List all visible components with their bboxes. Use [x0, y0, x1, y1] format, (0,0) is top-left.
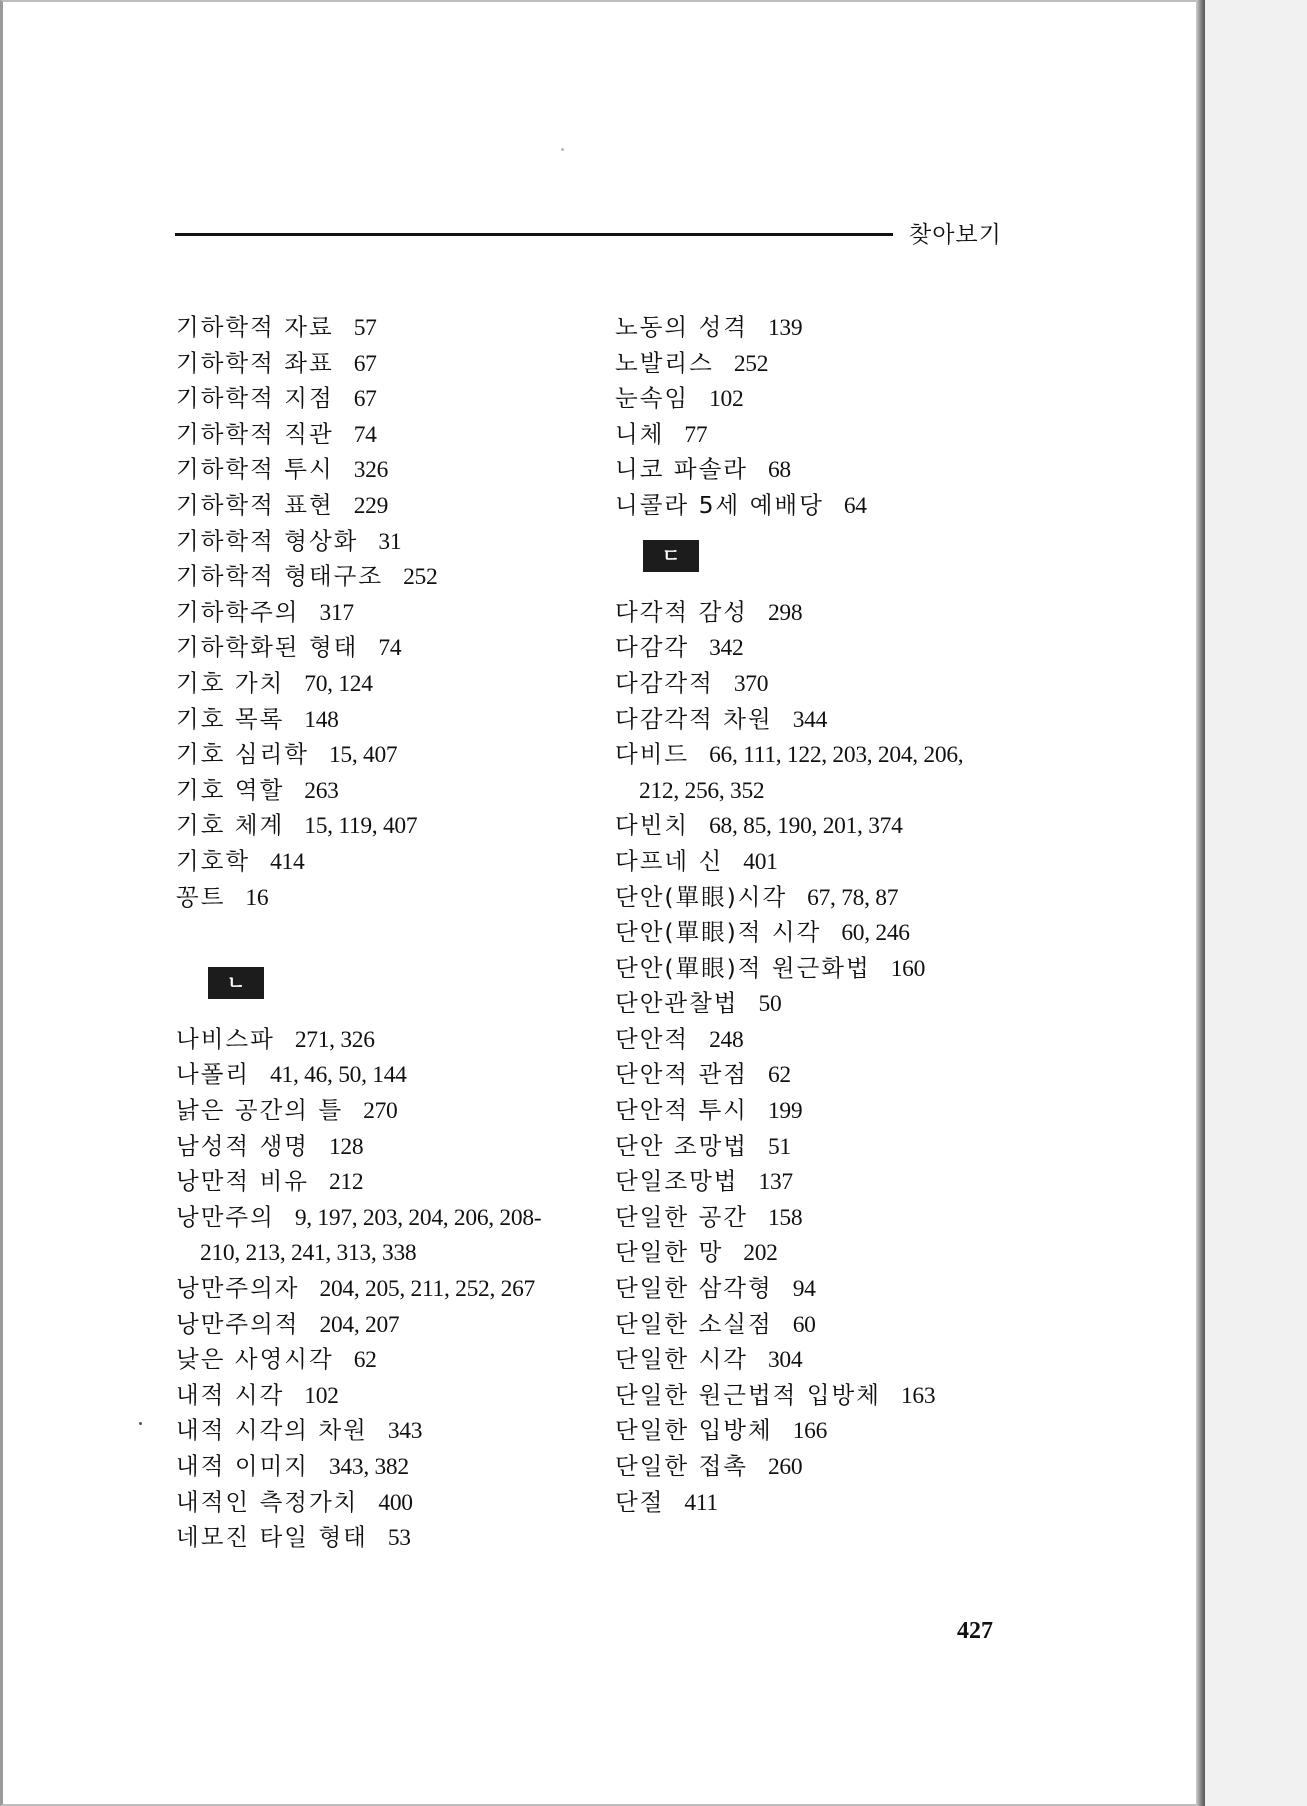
index-term: 낮은 사영시각 [176, 1345, 334, 1374]
index-entry [615, 1271, 1035, 1307]
index-column-right [615, 310, 1035, 1520]
index-term: 내적 시각 [176, 1380, 285, 1409]
header-rule [175, 233, 893, 236]
index-term: 낭만주의적 [176, 1309, 300, 1338]
index-entry [615, 1485, 1035, 1521]
index-entry [615, 702, 1035, 738]
index-page-refs: 342 [709, 635, 744, 662]
index-entry [176, 880, 596, 916]
index-term: 다감각 [615, 633, 690, 662]
index-page-refs: 53 [387, 1525, 411, 1552]
index-term: 눈속임 [615, 384, 690, 413]
index-entry [176, 1200, 596, 1236]
index-entry [615, 1235, 1035, 1271]
index-term: 기하학적 형태구조 [176, 562, 384, 591]
index-page-refs: 64 [843, 492, 867, 519]
index-page-refs: 158 [767, 1204, 803, 1231]
index-entry [176, 524, 596, 560]
index-page-refs: 248 [709, 1026, 744, 1053]
index-term: 네모진 타일 형태 [176, 1523, 368, 1552]
index-entry [176, 488, 596, 524]
index-page-refs: 51 [767, 1133, 791, 1160]
index-entry [615, 1413, 1035, 1449]
index-term: 기하학적 자료 [176, 313, 334, 341]
index-entry [615, 488, 1035, 524]
index-term: 다감각적 [615, 668, 714, 697]
index-page-refs: 298 [767, 599, 803, 626]
index-entry [176, 773, 596, 809]
index-page-refs: 343, 382 [328, 1454, 409, 1480]
index-page-refs: 57 [353, 315, 377, 341]
index-page-refs: 74 [378, 635, 402, 662]
index-page-refs: 74 [353, 421, 377, 448]
index-entry [615, 1022, 1035, 1058]
index-page-refs: 60, 246 [841, 920, 910, 947]
index-term: 기하학화된 형태 [176, 633, 359, 662]
index-entry [615, 1378, 1035, 1414]
index-term: 기하학적 표현 [176, 490, 334, 519]
index-page-refs: 128 [328, 1133, 364, 1160]
index-page-refs: 317 [319, 599, 354, 626]
index-term: 기하학적 투시 [176, 455, 334, 484]
index-term: 노동의 성격 [615, 313, 748, 341]
index-term: 단일조망법 [615, 1167, 739, 1196]
index-term: 남성적 생명 [176, 1131, 309, 1160]
index-entry [615, 595, 1035, 631]
index-term: 기호 역할 [176, 775, 285, 804]
index-term: 니코 파솔라 [615, 455, 748, 484]
index-entry [615, 666, 1035, 702]
index-entry [615, 880, 1035, 916]
index-term: 단일한 시각 [615, 1345, 748, 1374]
page-number: 427 [957, 1618, 993, 1644]
index-page-refs: 62 [353, 1347, 377, 1374]
index-term: 단안(單眼)적 원근화법 [615, 953, 871, 982]
index-entry [176, 1129, 596, 1165]
index-page-refs: 31 [378, 528, 402, 555]
index-term: 나폴리 [176, 1060, 251, 1089]
index-entry [615, 1342, 1035, 1378]
index-term: 다프네 신 [615, 846, 724, 875]
index-page-refs: 252 [733, 350, 769, 377]
index-page-refs: 199 [767, 1098, 803, 1125]
index-term: 낭만적 비유 [176, 1167, 309, 1196]
index-entry [615, 346, 1035, 382]
index-entry [176, 666, 596, 702]
index-term: 단일한 망 [615, 1238, 724, 1267]
index-entry [176, 381, 596, 417]
index-entry [615, 1307, 1035, 1343]
index-entry [176, 737, 596, 773]
index-term: 꽁트 [176, 882, 226, 911]
index-page-refs: 137 [758, 1169, 793, 1196]
index-page-refs: 370 [733, 670, 769, 697]
index-page-refs: 70, 124 [304, 670, 373, 697]
index-page-refs: 9, 197, 203, 204, 206, 208- [294, 1204, 542, 1231]
index-page-refs: 270 [363, 1098, 398, 1125]
index-term: 단일한 원근법적 입방체 [615, 1380, 881, 1409]
index-term: 기하학주의 [176, 597, 300, 626]
index-page-refs: 15, 119, 407 [304, 813, 418, 840]
index-page-refs: 62 [767, 1062, 791, 1089]
index-page-refs: 163 [900, 1382, 936, 1409]
section-spacer [176, 915, 596, 951]
index-term: 다비드 [615, 740, 690, 769]
index-entry [615, 630, 1035, 666]
index-term: 기호 체계 [176, 811, 285, 840]
index-term: 기호 가치 [176, 668, 285, 697]
index-term: 단절 [615, 1487, 665, 1516]
index-page-refs: 212, 256, 352 [639, 777, 765, 804]
index-term: 니콜라 5세 예배당 [615, 490, 824, 519]
index-entry [176, 1413, 596, 1449]
page-spine-shadow [1196, 0, 1205, 1806]
index-term: 기호학 [176, 846, 251, 875]
index-entry [176, 1164, 596, 1200]
index-term: 단안(單眼)시각 [615, 882, 788, 911]
index-page-refs: 326 [353, 457, 389, 484]
index-entry [176, 346, 596, 382]
index-entry [615, 452, 1035, 488]
index-page-refs: 67 [353, 386, 377, 413]
index-page-refs: 68 [767, 457, 791, 484]
index-page-refs: 252 [403, 564, 438, 591]
index-entry [176, 844, 596, 880]
index-entry [176, 702, 596, 738]
index-page-refs: 102 [304, 1382, 339, 1409]
index-page-refs: 401 [743, 848, 778, 875]
index-entry [615, 1129, 1035, 1165]
index-page-refs: 204, 205, 211, 252, 267 [319, 1276, 535, 1303]
index-entry [176, 1022, 596, 1058]
index-entry [176, 1307, 596, 1343]
index-entry [176, 808, 596, 844]
index-term: 나비스파 [176, 1024, 275, 1053]
index-page-refs: 229 [353, 492, 389, 519]
index-page-refs: 16 [245, 884, 269, 911]
index-term: 기하학적 형상화 [176, 526, 359, 555]
index-entry [615, 1200, 1035, 1236]
index-page-refs: 344 [792, 706, 828, 733]
index-entry [615, 737, 1035, 773]
index-entry [615, 1449, 1035, 1485]
index-term: 단안적 [615, 1024, 690, 1053]
index-page-refs: 400 [378, 1489, 413, 1516]
index-entry [615, 1057, 1035, 1093]
index-entry [176, 1057, 596, 1093]
index-entry [176, 1342, 596, 1378]
index-page-refs: 139 [767, 315, 803, 341]
index-page-refs: 41, 46, 50, 144 [270, 1062, 407, 1089]
index-page-refs: 102 [709, 386, 744, 413]
index-page-refs: 66, 111, 122, 203, 204, 206, [709, 742, 964, 769]
index-entry [176, 417, 596, 453]
index-term: 내적인 측정가치 [176, 1487, 359, 1516]
index-term: 단일한 입방체 [615, 1416, 773, 1445]
index-term: 단안 조망법 [615, 1131, 748, 1160]
index-entry [176, 1378, 596, 1414]
index-term: 다빈치 [615, 811, 690, 840]
index-entry [176, 310, 596, 346]
index-entry [176, 1093, 596, 1129]
index-term: 다감각적 차원 [615, 704, 773, 733]
index-entry [176, 1449, 596, 1485]
index-term: 단일한 공간 [615, 1202, 748, 1231]
index-entry [615, 915, 1035, 951]
index-entry [615, 1093, 1035, 1129]
running-header: 찾아보기 [909, 222, 1002, 248]
index-page-refs: 77 [684, 421, 708, 448]
section-heading [176, 951, 596, 1022]
index-term: 단일한 소실점 [615, 1309, 773, 1338]
index-page-refs: 60 [792, 1311, 816, 1338]
index-entry [176, 452, 596, 488]
index-term: 기호 심리학 [176, 740, 309, 769]
index-page-refs: 411 [684, 1489, 718, 1516]
index-page-refs: 343 [387, 1418, 423, 1445]
index-page-refs: 212 [328, 1169, 364, 1196]
index-term: 노발리스 [615, 348, 714, 377]
index-entry [615, 310, 1035, 346]
index-entry [176, 1520, 596, 1556]
index-page-refs: 160 [890, 955, 926, 982]
index-entry [176, 1485, 596, 1521]
index-page-refs: 204, 207 [319, 1311, 400, 1338]
index-term: 다각적 감성 [615, 597, 748, 626]
index-entry [615, 1164, 1035, 1200]
index-column-left [176, 310, 596, 1556]
index-term: 단안(單眼)적 시각 [615, 918, 822, 947]
index-page-refs: 67 [353, 350, 377, 377]
index-page-refs: 68, 85, 190, 201, 374 [709, 813, 903, 840]
index-page-refs: 414 [270, 848, 305, 875]
index-term: 낭만주의자 [176, 1274, 300, 1303]
index-entry [615, 951, 1035, 987]
section-letter-mark: ㄴ [208, 967, 264, 999]
index-term: 기하학적 직관 [176, 419, 334, 448]
index-term: 단일한 삼각형 [615, 1274, 773, 1303]
index-page-refs: 210, 213, 241, 313, 338 [200, 1240, 417, 1267]
index-entry-continuation [176, 1235, 596, 1271]
index-page-refs: 67, 78, 87 [807, 884, 899, 911]
speck [561, 148, 564, 151]
index-entry [176, 559, 596, 595]
index-entry [615, 808, 1035, 844]
speck [139, 1422, 142, 1425]
index-term: 낡은 공간의 틀 [176, 1096, 344, 1125]
index-term: 기하학적 지점 [176, 384, 334, 413]
index-term: 단안적 투시 [615, 1096, 748, 1125]
index-entry [176, 1271, 596, 1307]
index-term: 내적 이미지 [176, 1452, 309, 1480]
index-page-refs: 50 [758, 991, 782, 1018]
index-term: 단안적 관점 [615, 1060, 748, 1089]
index-term: 기호 목록 [176, 704, 285, 733]
index-page-refs: 166 [792, 1418, 828, 1445]
index-term: 낭만주의 [176, 1202, 275, 1231]
index-entry [615, 417, 1035, 453]
index-term: 니체 [615, 419, 665, 448]
section-heading [615, 524, 1035, 595]
index-page-refs: 304 [767, 1347, 803, 1374]
index-term: 단안관찰법 [615, 989, 739, 1018]
index-page-refs: 148 [304, 706, 339, 733]
index-entry [615, 844, 1035, 880]
index-term: 내적 시각의 차원 [176, 1416, 368, 1445]
index-page-refs: 260 [767, 1454, 803, 1480]
index-entry [615, 986, 1035, 1022]
index-entry-continuation [615, 773, 1035, 809]
index-page-refs: 94 [792, 1276, 816, 1303]
index-page-refs: 271, 326 [294, 1026, 375, 1053]
index-term: 기하학적 좌표 [176, 348, 334, 377]
index-page-refs: 202 [743, 1240, 778, 1267]
index-entry [176, 630, 596, 666]
index-term: 단일한 접촉 [615, 1452, 748, 1480]
section-letter-mark: ㄷ [643, 540, 699, 572]
index-page-refs: 263 [304, 777, 339, 804]
index-entry [176, 595, 596, 631]
index-page-refs: 15, 407 [328, 742, 398, 769]
index-entry [615, 381, 1035, 417]
